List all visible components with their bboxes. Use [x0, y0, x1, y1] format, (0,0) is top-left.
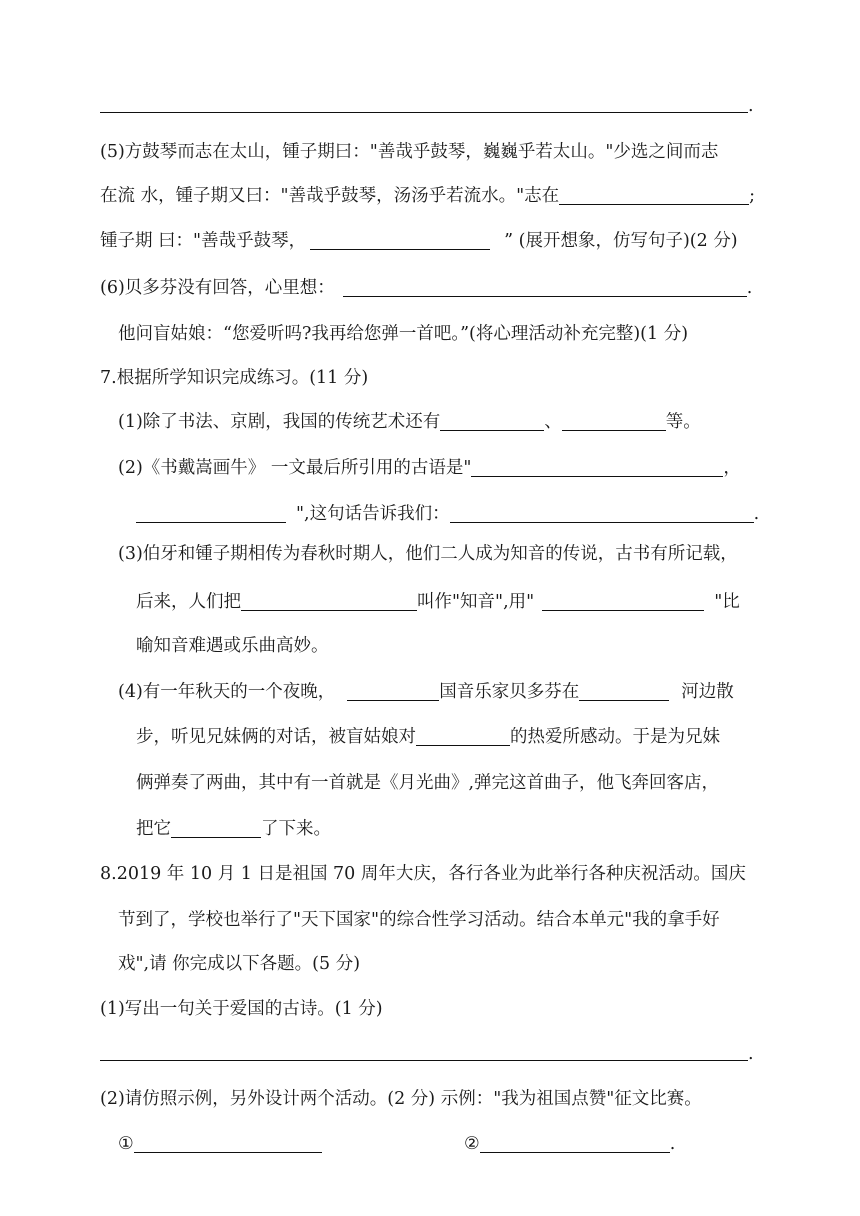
q7-part1: (1)除了书法、京剧，我国的传统艺术还有 、 等。 — [118, 412, 701, 432]
blank-q7-3b[interactable] — [542, 592, 704, 611]
q7-part2-line1: (2)《书戴嵩画牛》 一文最后所引用的古语是" ， — [118, 458, 741, 478]
blank-q8-activity-1[interactable] — [134, 1134, 322, 1153]
q8-part2: (2)请仿照示例，另外设计两个活动。(2 分) 示例："我为祖国点赞"征文比赛。 — [100, 1089, 702, 1109]
blank-q7-4c[interactable] — [416, 727, 510, 746]
blank-q7-4d[interactable] — [171, 819, 261, 838]
blank-q6[interactable] — [343, 278, 747, 297]
q7-title: 7.根据所学知识完成练习。(11 分) — [100, 368, 369, 388]
blank-q7-1b[interactable] — [562, 412, 666, 431]
q7-part4-line1: (4)有一年秋天的一个夜晚， 国音乐家贝多芬在 河边散 — [118, 682, 734, 702]
q5-line1: (5)方鼓琴而志在太山，锺子期曰："善哉乎鼓琴，巍巍乎若太山。"少选之间而志 — [100, 142, 719, 162]
q7-part4-line4: 把它 了下来。 — [136, 819, 331, 839]
line-end-period: . — [748, 1044, 754, 1064]
q8-line3: 戏",请 你完成以下各题。(5 分) — [118, 954, 361, 974]
answer-line-q8-1[interactable] — [100, 1060, 748, 1061]
q8-line1: 8.2019 年 10 月 1 日是祖国 70 周年大庆，各行各业为此举行各种庆祝活动。国庆 — [100, 864, 746, 884]
q7-part4-line3: 俩弹奏了两曲，其中有一首就是《月光曲》,弹完这首曲子，他飞奔回客店， — [136, 773, 720, 793]
q7-part3-line3: 喻知音难遇或乐曲高妙。 — [136, 636, 329, 656]
q8-choice2: ② . — [464, 1134, 676, 1154]
q8-choice1: ① — [118, 1132, 322, 1156]
blank-q5-a[interactable] — [559, 186, 749, 205]
answer-line-top[interactable] — [100, 112, 748, 113]
q8-part1: (1)写出一句关于爱国的古诗。(1 分) — [100, 999, 383, 1019]
blank-q5-b[interactable] — [310, 231, 490, 250]
blank-q7-3a[interactable] — [241, 592, 417, 611]
q6-line1: (6)贝多芬没有回答，心里想： . — [100, 278, 753, 298]
q7-part3-line1: (3)伯牙和锺子期相传为春秋时期人，他们二人成为知音的传说，古书有所记载， — [118, 544, 738, 564]
q8-line2: 节到了，学校也举行了"天下国家"的综合性学习活动。结合本单元"我的拿手好 — [118, 910, 720, 930]
q5-line2: 在流 水，锺子期又曰："善哉乎鼓琴，汤汤乎若流水。"志在 ; — [100, 186, 756, 206]
q7-part3-line2: 后来，人们把 叫作"知音",用" "比 — [136, 592, 740, 612]
q7-part2-line2: ",这句话告诉我们： . — [136, 502, 759, 526]
blank-q7-4b[interactable] — [579, 682, 669, 701]
blank-q7-1a[interactable] — [440, 412, 544, 431]
line-end-period: . — [748, 96, 754, 116]
q7-part4-line2: 步，听见兄妹俩的对话，被盲姑娘对 的热爱所感动。于是为兄妹 — [136, 727, 720, 747]
blank-q7-4a[interactable] — [347, 682, 439, 701]
blank-q7-2b[interactable] — [136, 504, 286, 523]
blank-q7-2a[interactable] — [471, 458, 723, 477]
blank-q8-activity-2[interactable] — [480, 1134, 670, 1153]
q5-line3: 锺子期 曰："善哉乎鼓琴， ” (展开想象，仿写句子)(2 分) — [100, 231, 738, 251]
blank-q7-2c[interactable] — [450, 504, 754, 523]
q6-line2: 他问盲姑娘：“您爱听吗?我再给您弹一首吧。”(将心理活动补充完整)(1 分) — [118, 324, 689, 344]
